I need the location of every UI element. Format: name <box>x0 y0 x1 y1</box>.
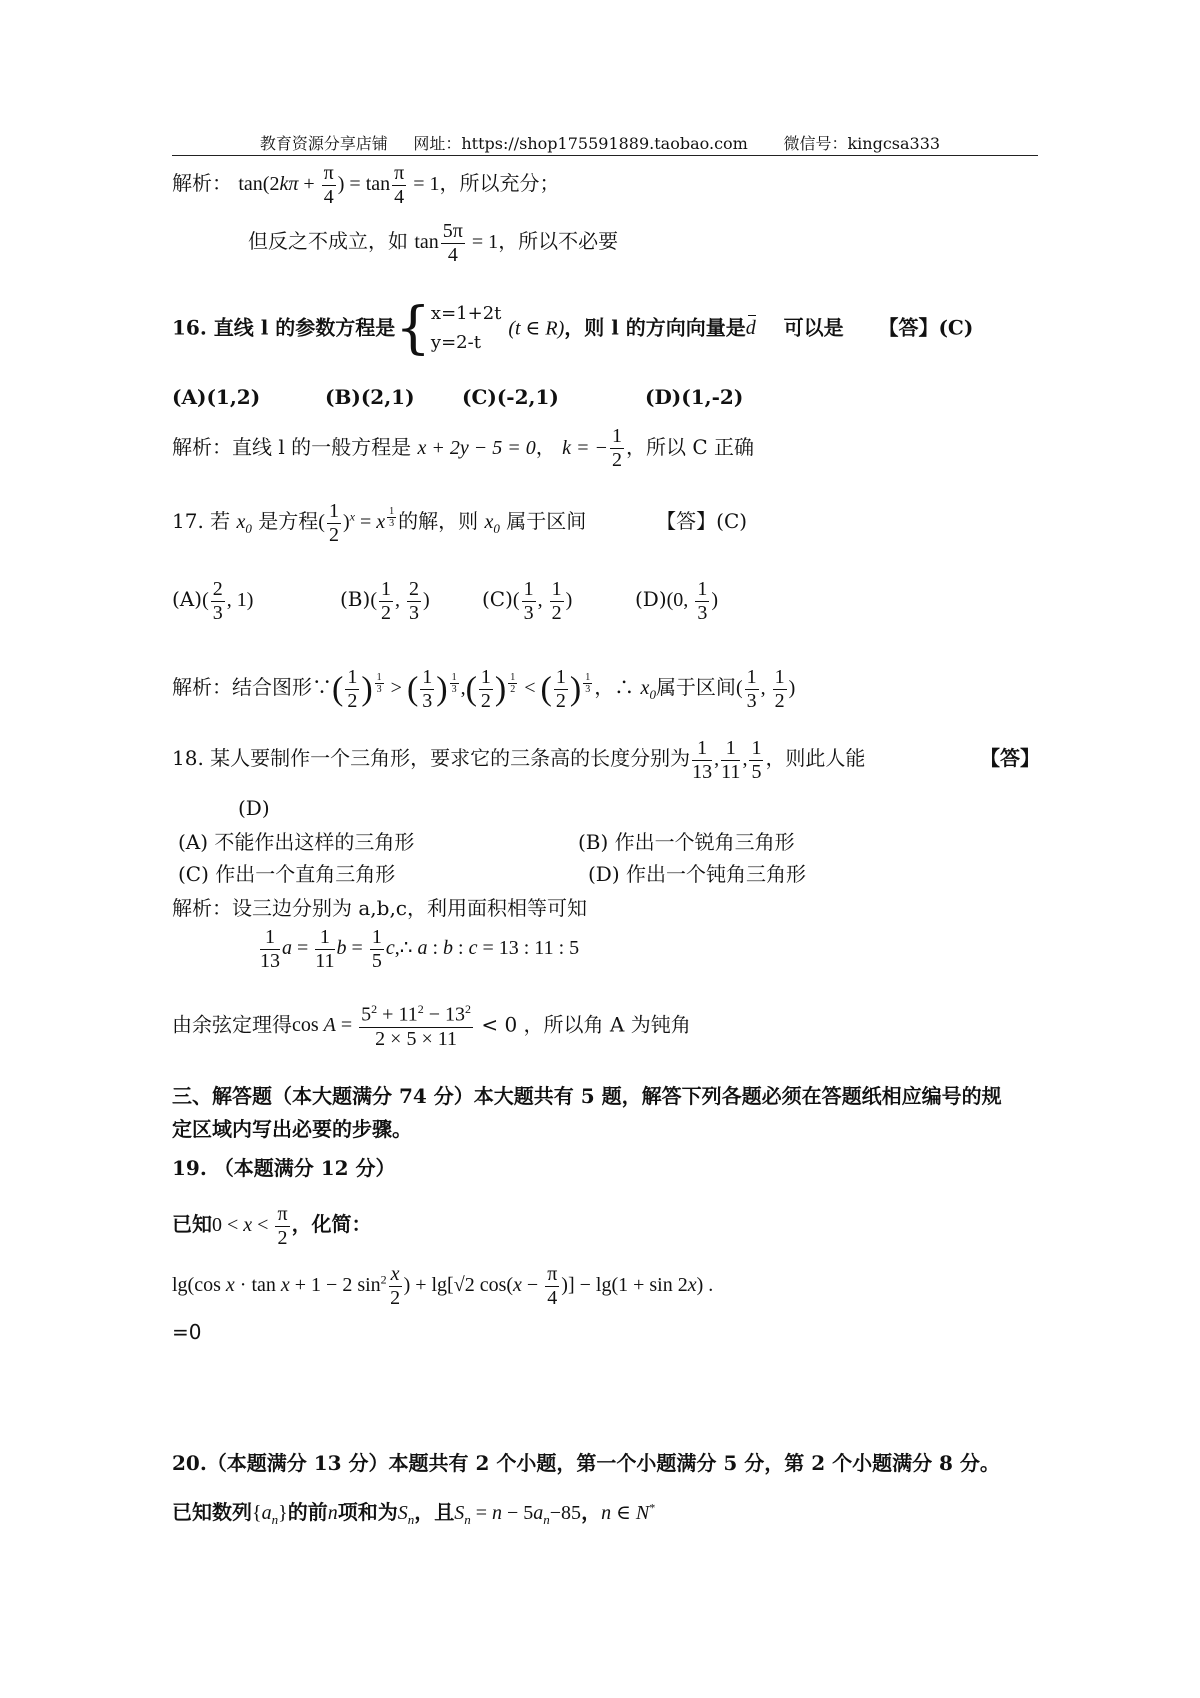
q16-option-d: (D)(1,-2) <box>645 385 744 409</box>
q19-given: 已知0 < x < $\frac{\pi}{2}$ ，化简： <box>172 1203 372 1249</box>
q17-analysis: 解析：结合图形∵( $\frac{1}{2}$ ) $^{\frac{1}{3}}$ > ( $\frac{1}{3}$ ) $^{\frac{1}{3}}$ ,( $\frac{1}{2}$ ) $^{\frac{1}{2}}$ < ( $\frac{1}{2}$ ) $^{\frac{1}{3}}$ ，∴ $x_0$属于区间( $\frac{1}{3}$ , $\frac{1}{2}$ ) <box>172 666 796 712</box>
q19-result: =0 <box>172 1320 202 1344</box>
q16-analysis: 解析：直线 l 的一般方程是 x + 2y − 5 = 0， k = − $\frac{1}{2}$ ，所以 C 正确 <box>172 425 754 471</box>
q18-answer-label: 【答】 <box>980 746 1040 770</box>
q17-option-d: (D)(0, $\frac{1}{3}$ ) <box>635 578 718 624</box>
q15-converse: 但反之不成立，如 tan $\frac{5\pi}{4}$ = 1，所以不必要 <box>248 220 619 266</box>
q20-given: 已知数列$\{a_n\}$的前n项和为$S_n$，且$S_n = n - 5a_n-85$，n ∈ N* <box>172 1500 656 1527</box>
q18-option-d: (D) 作出一个钝角三角形 <box>588 862 806 886</box>
q16-options <box>172 385 260 409</box>
q16-option-a: (A)(1,2) <box>172 385 261 409</box>
header-divider <box>172 155 1038 156</box>
q17-options <box>172 578 253 625</box>
q18-option-b: (B) 作出一个锐角三角形 <box>578 830 795 854</box>
q18-option-c: (C) 作出一个直角三角形 <box>178 862 396 886</box>
q17-option-b: (B)( $\frac{1}{2}$ , $\frac{2}{3}$ ) <box>340 578 430 624</box>
q15-analysis: 解析： tan(2kπ + $\frac{\pi}{4}$ ) = tan $\frac{\pi}{4}$ = 1，所以充分； <box>172 162 560 208</box>
header-wechat: 微信号：kingcsa333 <box>783 134 941 153</box>
section3-intro-line2: 定区域内写出必要的步骤。 <box>172 1117 412 1141</box>
q17-option-c: (C)( $\frac{1}{3}$ , $\frac{1}{2}$ ) <box>482 578 573 624</box>
q18-stem: 18. 某人要制作一个三角形，要求它的三条高的长度分别为 $\frac{1}{13}$ , $\frac{1}{11}$ , $\frac{1}{5}$ ，则此人能 <box>172 737 866 783</box>
q18-cosine: 由余弦定理得cos A = $\frac{5^2 + 11^2 - 13^2}{2 \times 5 \times 11}$ < 0 ，所以角 A 为钝角 <box>172 1002 691 1050</box>
section3-intro-line1: 三、解答题（本大题满分 74 分）本大题共有 5 题，解答下列各题必须在答题纸相应编号的规 <box>172 1084 1002 1108</box>
q17-option-a: (A)( $\frac{2}{3}$ , 1) <box>172 578 254 624</box>
header-shop-name: 教育资源分享店铺 <box>259 134 388 153</box>
q18-answer-value: (D) <box>238 796 270 820</box>
header-url: 网址：https://shop175591889.taobao.com <box>413 134 748 153</box>
q18-option-a: (A) 不能作出这样的三角形 <box>178 830 415 854</box>
q18-ratio-formula: $\frac{1}{13}$ a = $\frac{1}{11}$ b = $\frac{1}{5}$ c,∴ a : b : c = 13 : 11 : 5 <box>260 926 580 972</box>
q16-stem: 16. 直线 l 的参数方程是{ x=1+2t y=2-t (t ∈ R)，则 l 的方向向量是d 可以是 【答】(C) <box>172 295 974 361</box>
q18-analysis: 解析：设三边分别为 a,b,c，利用面积相等可知 <box>172 896 587 920</box>
q20-title: 20.（本题满分 13 分）本题共有 2 个小题，第一个小题满分 5 分，第 2 个小题满分 8 分。 <box>172 1451 1000 1475</box>
page-header <box>0 131 1200 154</box>
q17-stem: 17. 若 $x_0$ 是方程( $\frac{1}{2}$ )$^x$ = x $^{\frac{1}{3}}$ 的解，则 $x_0$ 属于区间 【答】(C) <box>172 500 748 546</box>
q16-option-b: (B)(2,1) <box>325 385 415 409</box>
q19-expression: lg(cos x · tan x + 1 − 2 $\sin^2$ $\frac{x}{2}$ ) + lg[√2 cos(x − $\frac{\pi}{4}$ )] − lg(1 + sin 2x) . <box>172 1263 714 1309</box>
q16-option-c: (C)(-2,1) <box>462 385 559 409</box>
q19-title: 19. （本题满分 12 分） <box>172 1156 396 1180</box>
